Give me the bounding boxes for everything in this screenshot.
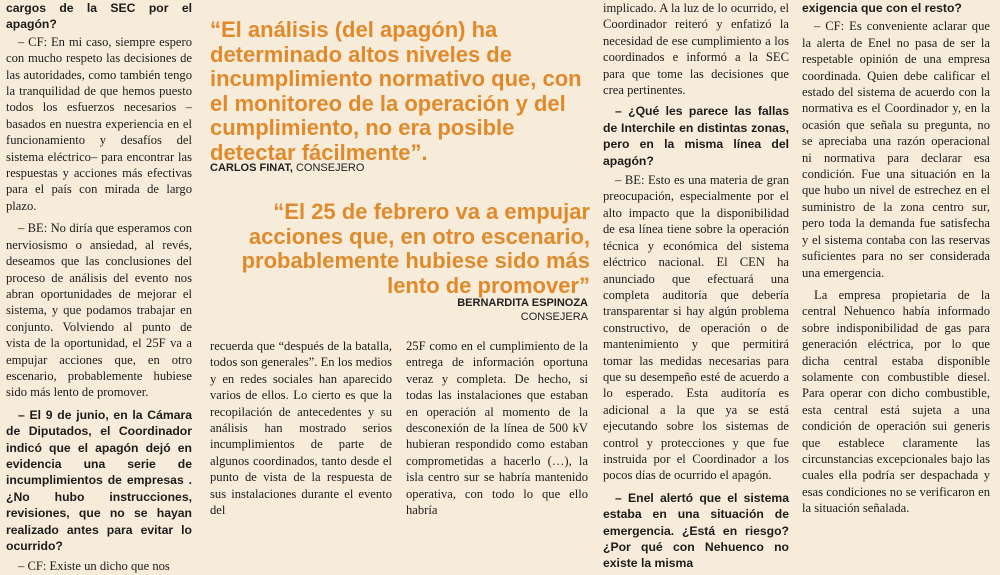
answer-cf: – CF: En mi caso, siempre espero con mucho respeto las decisiones de las autoridades, como también tengo la tranquilidad de que hemos puesto todos los esfuerzos necesarios –basados en nuestra experiencia en el funcionamiento y desafíos del sistema eléctrico– para encontrar las respuestas y acciones más efectivas para el país con mirada de largo plazo. (6, 34, 192, 213)
column-5 (802, 0, 990, 516)
column-2 (210, 338, 392, 518)
answer-be: – BE: No diría que esperamos con nerviosismo o ansiedad, al revés, deseamos que las conclusiones del proceso de análisis del evento nos abran oportunidades de mejorar el sistema, y que podamos trabajar en conjunto. Volviendo al punto de vista de la oportunidad, el 25F va a empujar acciones que, en otro escenario, probablemente hubiese sido más lento de promover. (6, 221, 192, 400)
byline-role: CONSEJERA (520, 311, 588, 323)
body-text: recuerda que “después de la batalla, todos son generales”. En los medios y en redes sociales han aparecido varios de ellos. Lo cierto es que la recopilación de antecedentes y su análisis han mostrado serios incumplimientos de parte de algunos coordinados, tanto desde el punto de vista de la respuesta de sus instalaciones durante el evento del (210, 339, 392, 518)
column-3 (406, 338, 588, 518)
pull-quote-finat: “El análisis (del apagón) ha determinado altos niveles de incumplimiento normativo que, con el monitoreo de la operación y del cumplimiento, no era posible detectar fácilmente”. (210, 17, 582, 165)
body-text: implicado. A la luz de lo ocurrido, el Coordinador reiteró y enfatizó la necesidad de ese cumplimiento a los coordinados e informó a la SEC para que tome las decisiones que crea pertinentes. (603, 1, 789, 98)
byline-name: BERNARDITA ESPINOZA (457, 297, 588, 309)
question: – El 9 de junio, en la Cámara de Diputados, el Coordinador indicó que el apagón dejó en evidencia una serie de incumplimientos de empresas .¿No hubo instrucciones, revisiones, que no se hayan realizado antes para evitar lo ocurrido? (6, 407, 192, 553)
quote-byline-espinoza (400, 296, 588, 324)
byline-name: CARLOS FINAT, (210, 162, 293, 174)
question-end: cargos de la SEC por el apagón? (6, 1, 192, 32)
body-text: 25F como en el cumplimiento de la entrega de información oportuna veraz y completa. De hecho, si todas las instalaciones que estaban en operación al momento de la desconexión de la línea de 500 kV hubieran respondido como estaban comprometidas a hacerlo (…), la isla centro sur se habría mantenido operativa, con todo lo que ello habría (406, 339, 588, 518)
question-end: exigencia que con el resto? (802, 1, 962, 15)
byline-role: CONSEJERO (295, 162, 365, 174)
answer-cf: – CF: Existe un dicho que nos (18, 559, 170, 574)
column-1 (6, 0, 192, 574)
question: – Enel alertó que el sistema estaba en una situación de emergencia. ¿Está en riesgo? ¿Por qué con Nehuenco no existe la misma (603, 490, 789, 571)
answer-be: – BE: Esto es una materia de gran preocupación, especialmente por el alto impacto que la disponibilidad de esa línea tiene sobre la operación técnica y económica del sistema eléctrico nacional. El CEN ha anunciado que efectuará una completa auditoría que debería transparentar si hay algún problema constructivo, de operación o de mantenimiento y que permitirá tomar las medidas necesarias para que su desempeño esté de acuerdo a lo esperado. Esta auditoría es adicional a la que ya se está ejecutando sobre los sistemas de control y protecciones y que fue instruida por el Coordinador a los pocos días de ocurrido el apagón. (603, 173, 789, 483)
pull-quote-espinoza: “El 25 de febrero va a empujar acciones que, en otro escenario, probablemente hubiese sido más lento de promover” (241, 199, 590, 298)
answer-cf: – CF: Es conveniente aclarar que la alerta de Enel no pasa de ser la respetable opinión de una empresa coordinada. Quien debe calificar el estado del sistema de acuerdo con la normativa es el Coordinador y, en la ocasión que señala su pregunta, no se apreciaba una razón operacional ni normativa para declarar esa condición. Fue una situación en la que hubo un nivel de estrechez en el suministro de la zona centro sur, pero toda la demanda fue satisfecha y el sistema contaba con las reservas suficientes para no ser considerada una emergencia. (802, 19, 990, 280)
column-4 (603, 0, 789, 571)
quote-byline-finat (210, 162, 364, 174)
question: – ¿Qué les parece las fallas de Interchile en distintas zonas, pero en la misma línea del apagón? (603, 104, 789, 168)
body-text: La empresa propietaria de la central Nehuenco había informado sobre indisponibilidad de gas para generación eléctrica, por lo que dicha central estaba disponible solamente con combustible diesel. Para operar con dicho combustible, esta central está sujeta a una condición de operación sui generis que establece claramente las circunstancias excepcionales bajo las cuales ella podría ser despachada y esas condiciones no se verificaron en la situación señalada. (802, 287, 990, 516)
